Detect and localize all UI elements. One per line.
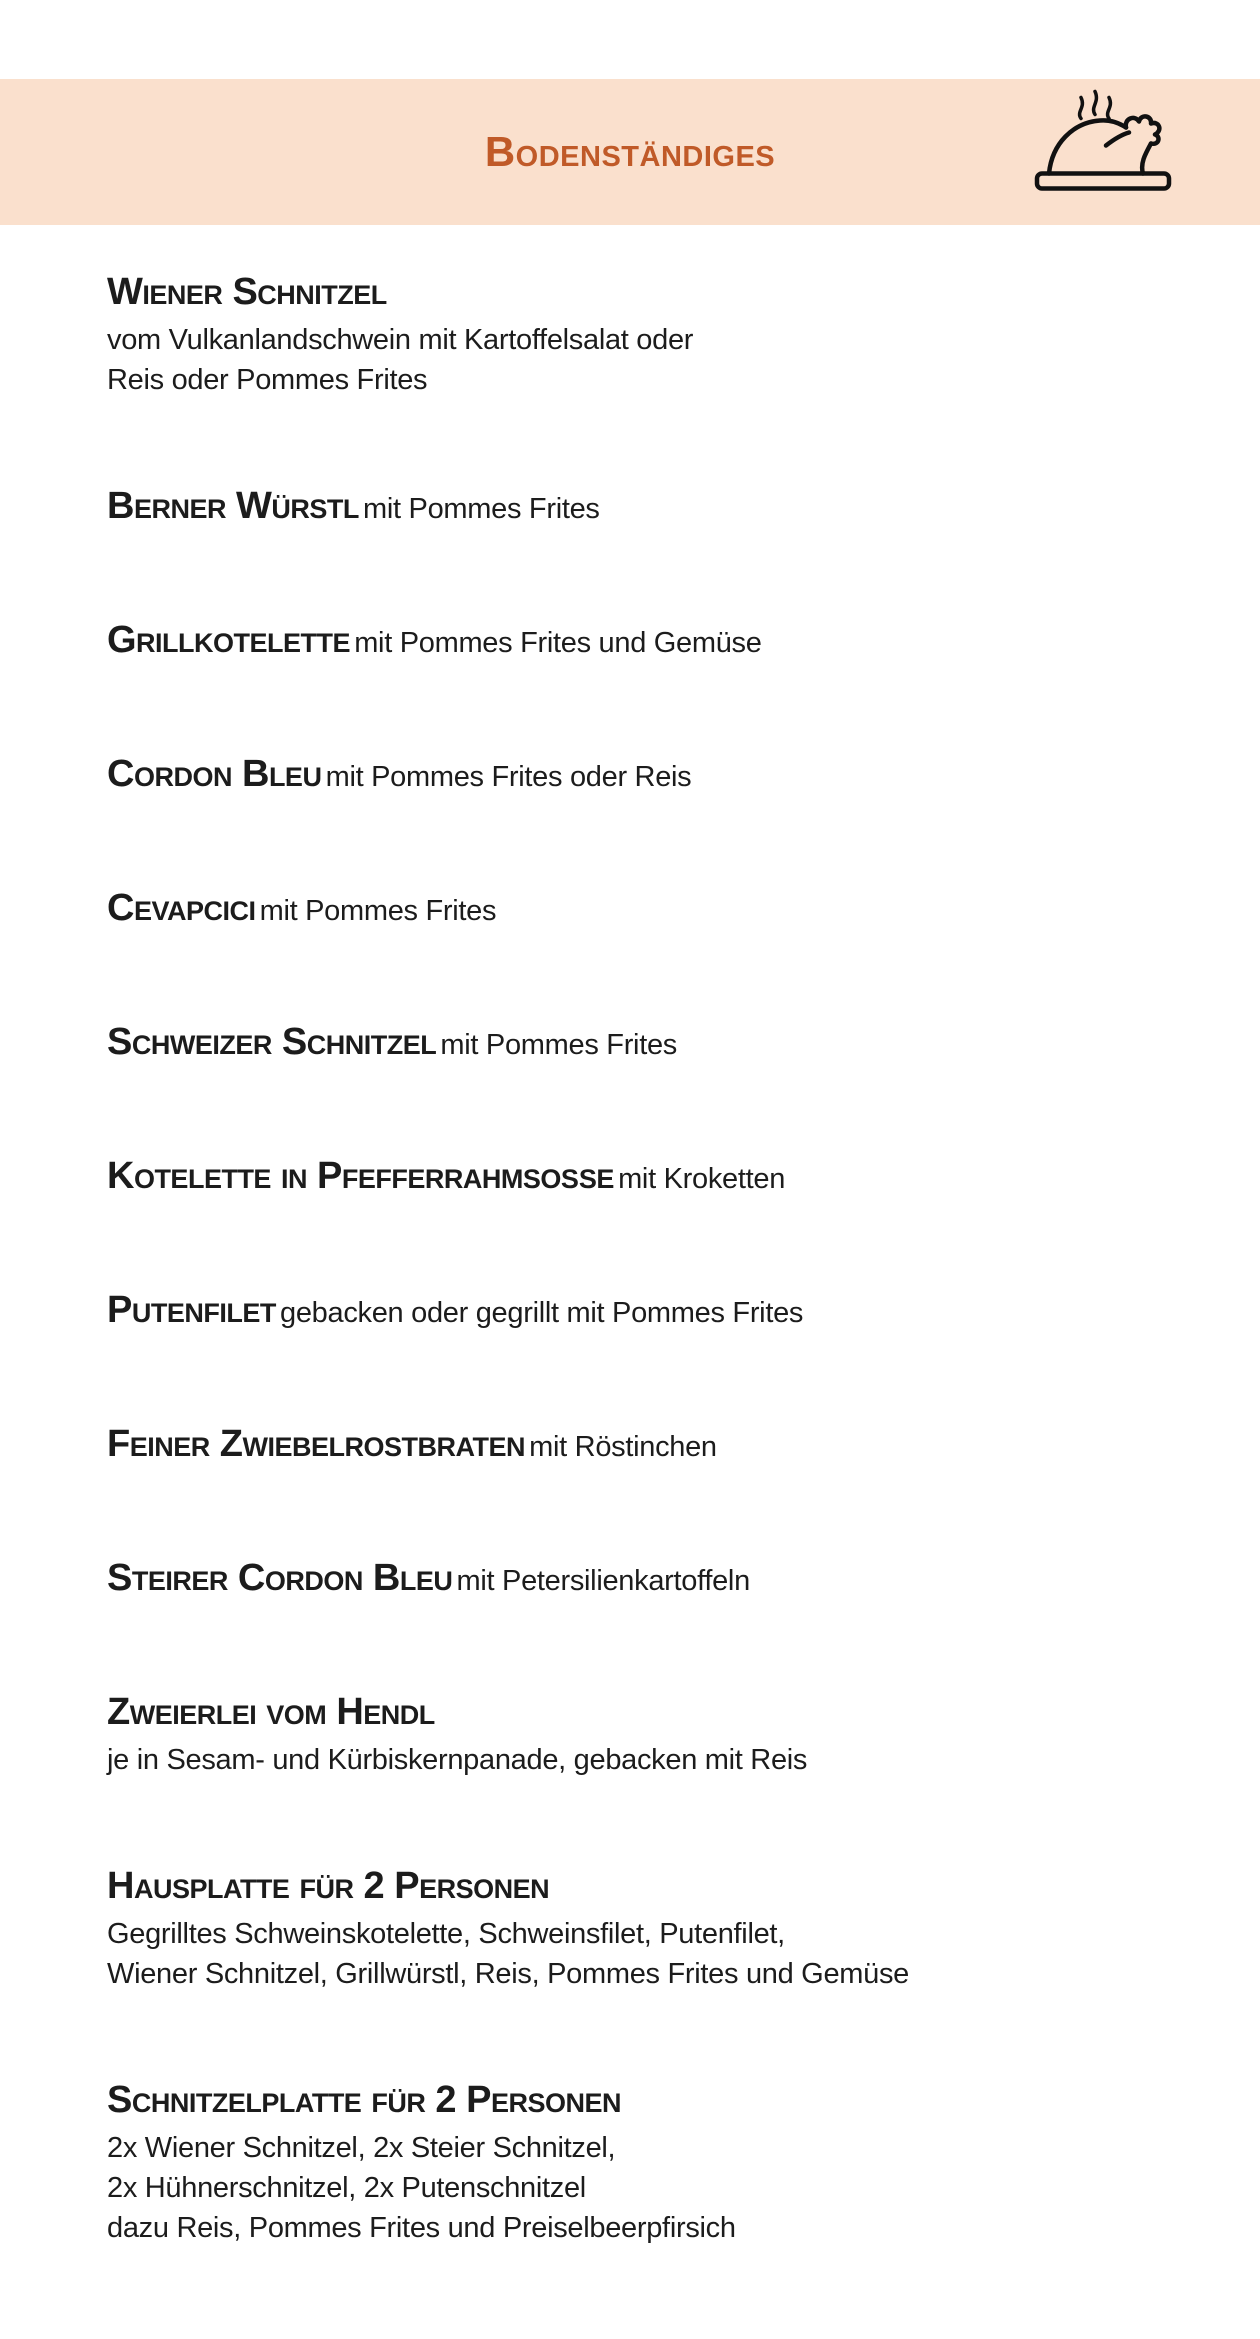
menu-item [107,2080,1167,2248]
dish-name: Feiner Zwiebelrostbraten [107,1423,525,1465]
menu-item-title-line [107,486,1167,534]
dish-description: vom Vulkanlandschwein mit Kartoffelsalat oder [107,324,694,356]
menu-item-title-line [107,888,1167,936]
menu-item [107,1692,1167,1780]
menu-item-title-line [107,620,1167,668]
menu-item [107,1424,1167,1472]
menu-item [107,754,1167,802]
menu-list [107,272,1167,2334]
dish-suffix: mit Pommes Frites und Gemüse [354,627,762,659]
dish-description: Reis oder Pommes Frites [107,364,428,396]
dish-description: Wiener Schnitzel, Grillwürstl, Reis, Pommes Frites und Gemüse [107,1958,909,1990]
dish-name: Schnitzelplatte für 2 Personen [107,2079,621,2121]
dish-name: Berner Würstl [107,485,359,527]
menu-item-title-line [107,1866,1167,1914]
dish-name: Grillkotelette [107,619,351,661]
dish-name: Hausplatte für 2 Personen [107,1865,550,1907]
dish-suffix: mit Kroketten [618,1163,786,1195]
menu-item-title-line [107,1290,1167,1338]
menu-item-title-line [107,1424,1167,1472]
dish-description: je in Sesam- und Kürbiskernpanade, gebacken mit Reis [107,1744,808,1776]
dish-description: 2x Hühnerschnitzel, 2x Putenschnitzel [107,2172,586,2204]
menu-item [107,272,1167,400]
dish-name: Steirer Cordon Bleu [107,1557,453,1599]
menu-item [107,1156,1167,1204]
menu-item-title-line [107,1692,1167,1740]
dish-name: Zweierlei vom Hendl [107,1691,435,1733]
dish-description: dazu Reis, Pommes Frites und Preiselbeerpfirsich [107,2212,736,2244]
dish-name: Putenfilet [107,1289,276,1331]
dish-name: Wiener Schnitzel [107,271,387,313]
dish-name: Kotelette in Pfefferrahmsoße [107,1155,614,1197]
dish-suffix: mit Röstinchen [529,1431,717,1463]
menu-item [107,1022,1167,1070]
dish-suffix: gebacken oder gegrillt mit Pommes Frites [280,1297,804,1329]
dish-description: 2x Wiener Schnitzel, 2x Steier Schnitzel, [107,2132,616,2164]
dish-suffix: mit Pommes Frites [440,1029,677,1061]
dish-name: Schweizer Schnitzel [107,1021,437,1063]
section-title: Bodenständiges [484,128,776,175]
menu-item-title-line [107,2080,1167,2128]
menu-item [107,486,1167,534]
menu-item [107,1290,1167,1338]
dish-suffix: mit Pommes Frites [259,895,497,927]
menu-item [107,620,1167,668]
dish-suffix: mit Petersilienkartoffeln [456,1565,750,1597]
menu-item-title-line [107,272,1167,320]
menu-item-title-line [107,1156,1167,1204]
dish-suffix: mit Pommes Frites oder Reis [325,761,692,793]
menu-item [107,1866,1167,1994]
menu-item [107,1558,1167,1606]
menu-item-title-line [107,1558,1167,1606]
roast-chicken-platter-icon [1028,77,1178,203]
dish-name: Cevapcici [107,887,256,929]
dish-suffix: mit Pommes Frites [363,493,600,525]
header-band [0,79,1260,225]
dish-name: Cordon Bleu [107,753,322,795]
menu-item [107,888,1167,936]
menu-item-title-line [107,1022,1167,1070]
dish-description: Gegrilltes Schweinskotelette, Schweinsfilet, Putenfilet, [107,1918,785,1950]
menu-item-title-line [107,754,1167,802]
